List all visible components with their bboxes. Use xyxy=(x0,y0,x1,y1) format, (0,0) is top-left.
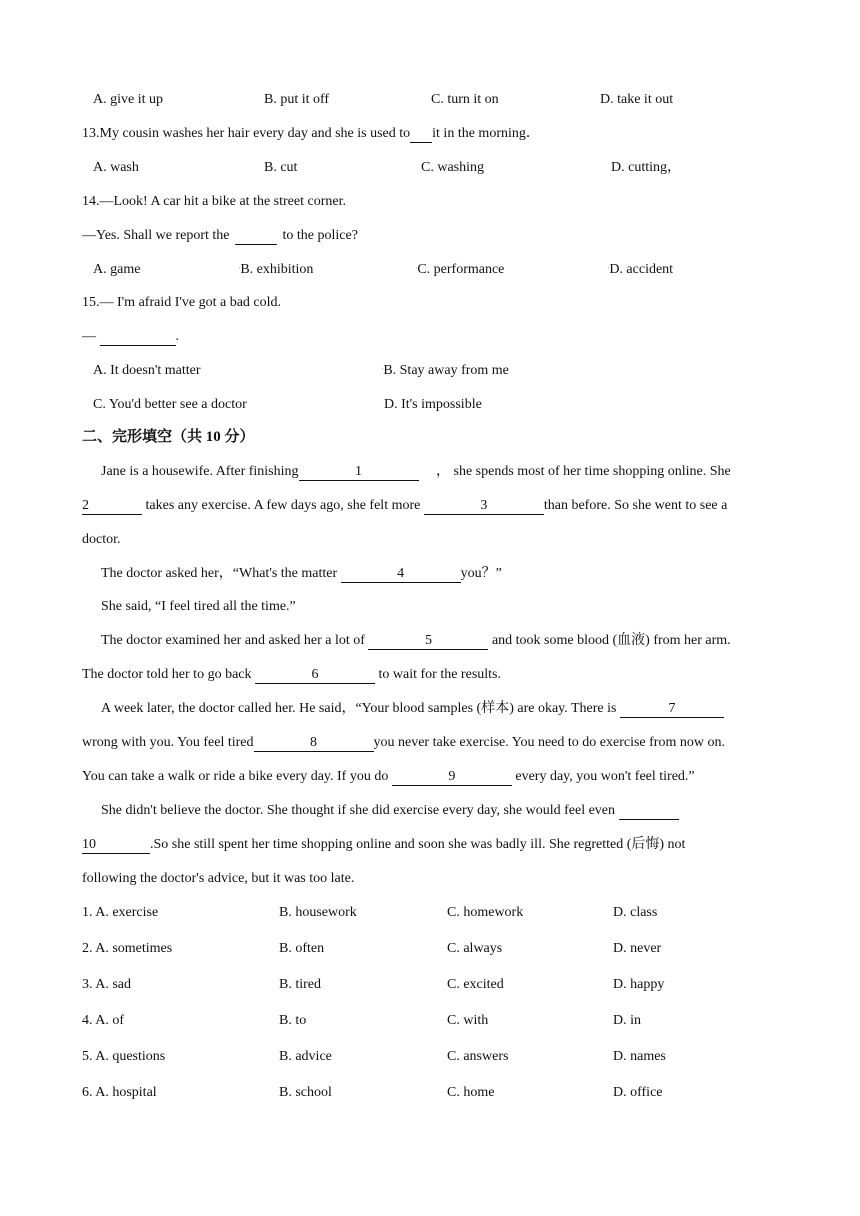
q15-option-b-text: B. Stay away from me xyxy=(383,363,509,379)
q12-option-b: B. put it off xyxy=(264,92,330,107)
passage-text: you？” xyxy=(460,566,502,581)
passage-line-5: She said, “I feel tired all the time.” xyxy=(101,599,296,614)
q14-line1: 14.—Look! A car hit a bike at the street corner. xyxy=(82,194,346,209)
passage-text: The doctor asked her，“What's the matter xyxy=(101,566,338,581)
q14-option-d: ′D. accident xyxy=(608,262,674,278)
q13-option-c: C. washing xyxy=(421,160,484,175)
blank-10: 10 xyxy=(82,837,150,854)
passage-text: Jane is a housewife. After finishing xyxy=(101,464,299,479)
passage-text: ， she spends most of her time shopping online. She xyxy=(436,464,731,479)
passage-line-12 xyxy=(82,836,685,854)
q14-line2-before: —Yes. Shall we report the xyxy=(82,228,230,243)
blank-5: 5 xyxy=(368,633,488,650)
blank-3: 3 xyxy=(424,498,544,515)
choice-5-a: 5. A. questions xyxy=(82,1049,166,1064)
q15-option-c: C. You'd better see a doctor xyxy=(93,397,247,412)
choice-5-b: B. advice xyxy=(279,1049,332,1064)
passage-line-10 xyxy=(82,768,695,786)
q13-stem xyxy=(82,125,540,143)
q15-option-b: ′B. Stay away from me xyxy=(382,363,509,379)
passage-line-8 xyxy=(101,700,724,718)
passage-line-11 xyxy=(101,802,679,820)
blank-6: 6 xyxy=(255,667,375,684)
passage-line-7 xyxy=(82,666,501,684)
passage-text: The doctor examined her and asked her a lot of xyxy=(101,633,365,648)
passage-text: A week later, the doctor called her. He said，“Your blood samples (样本) are okay. There is xyxy=(101,701,617,716)
choice-6-b: B. school xyxy=(279,1085,332,1100)
choice-6-d: D. office xyxy=(613,1085,663,1100)
passage-line-3: doctor. xyxy=(82,532,121,547)
passage-text: takes any exercise. A few days ago, she felt more xyxy=(145,498,421,513)
choice-4-d: D. in xyxy=(613,1013,641,1028)
passage-line-1 xyxy=(101,463,731,481)
choice-1-b: B. housework xyxy=(279,905,357,920)
q14-option-c-text: C. performance xyxy=(417,262,505,278)
choice-2-d: D. never xyxy=(613,941,662,956)
choice-4-c: C. with xyxy=(447,1013,489,1028)
passage-line-2 xyxy=(82,497,727,515)
q15-line1: 15.— I'm afraid I've got a bad cold. xyxy=(82,295,282,310)
choice-6-c: C. home xyxy=(447,1085,495,1100)
choice-3-d: D. happy xyxy=(613,977,665,992)
q14-option-a: A. game xyxy=(93,262,141,277)
choice-5-c: C. answers xyxy=(447,1049,509,1064)
passage-line-4 xyxy=(101,565,502,583)
passage-text: than before. So she went to see a xyxy=(543,498,728,513)
choice-3-a: 3. A. sad xyxy=(82,977,131,992)
q14-option-d-text: D. accident xyxy=(609,262,674,278)
choice-4-a: 4. A. of xyxy=(82,1013,124,1028)
q15-line2-dash: — xyxy=(82,329,96,344)
choice-3-c: C. excited xyxy=(447,977,504,992)
q14-blank xyxy=(235,228,277,245)
q12-option-c: C. turn it on xyxy=(431,92,499,107)
passage-line-6 xyxy=(101,632,731,650)
blank-4: 4 xyxy=(341,566,461,583)
q15-blank xyxy=(100,329,176,346)
q14-option-b-text: B. exhibition xyxy=(240,262,314,278)
q12-option-a: A. give it up xyxy=(93,92,163,107)
choice-2-b: B. often xyxy=(279,941,325,956)
q14-option-c: ′C. performance xyxy=(416,262,505,278)
choice-1-c: C. homework xyxy=(447,905,524,920)
q13-option-d: D. cutting， xyxy=(611,160,681,175)
section-heading: 二、完形填空（共 10 分） xyxy=(82,429,255,445)
passage-line-13: following the doctor's advice, but it was too late. xyxy=(82,871,355,886)
choice-6-a: 6. A. hospital xyxy=(82,1085,157,1100)
q14-line2 xyxy=(82,227,358,245)
q13-stem-after: it in the morning． xyxy=(432,126,540,141)
q14-line2-after: to the police? xyxy=(282,228,358,243)
choice-5-d: D. names xyxy=(613,1049,666,1064)
passage-text: The doctor told her to go back xyxy=(82,667,252,682)
q13-stem-before: 13.My cousin washes her hair every day and she is used to xyxy=(82,126,411,141)
passage-text: to wait for the results. xyxy=(378,667,501,682)
q13-blank xyxy=(410,126,432,143)
blank-9: 9 xyxy=(392,769,512,786)
q13-option-b: B. cut xyxy=(264,160,298,175)
q12-option-d: D. take it out xyxy=(600,92,674,107)
choice-2-c: C. always xyxy=(447,941,503,956)
blank-1: 1 xyxy=(299,464,419,481)
passage-text: and took some blood (血液) from her arm. xyxy=(491,633,731,648)
blank-7: 7 xyxy=(620,701,724,718)
q15-line2-end: . xyxy=(175,329,179,344)
passage-text: She didn't believe the doctor. She thought if she did exercise every day, she would feel even xyxy=(101,803,616,818)
choice-1-a: 1. A. exercise xyxy=(82,905,159,920)
choice-3-b: B. tired xyxy=(279,977,321,992)
passage-text: every day, you won't feel tired.” xyxy=(515,769,695,784)
choice-4-b: B. to xyxy=(279,1013,307,1028)
blank-10-start xyxy=(619,803,679,820)
q15-option-a: A. It doesn't matter xyxy=(93,363,201,378)
passage-line-9 xyxy=(82,734,725,752)
blank-8: 8 xyxy=(254,735,374,752)
passage-text: .So she still spent her time shopping online and soon she was badly ill. She regretted (后悔) not xyxy=(150,837,686,852)
passage-text: You can take a walk or ride a bike every day. If you do xyxy=(82,769,389,784)
q15-option-d: D. It's impossible xyxy=(384,397,482,412)
blank-2: 2 xyxy=(82,498,142,515)
q13-option-a: A. wash xyxy=(93,160,139,175)
choice-1-d: D. class xyxy=(613,905,658,920)
q15-line2 xyxy=(82,328,179,346)
choice-2-a: 2. A. sometimes xyxy=(82,941,173,956)
q14-option-b: ′B. exhibition xyxy=(239,262,314,278)
passage-text: you never take exercise. You need to do exercise from now on. xyxy=(373,735,725,750)
passage-text: wrong with you. You feel tired xyxy=(82,735,254,750)
